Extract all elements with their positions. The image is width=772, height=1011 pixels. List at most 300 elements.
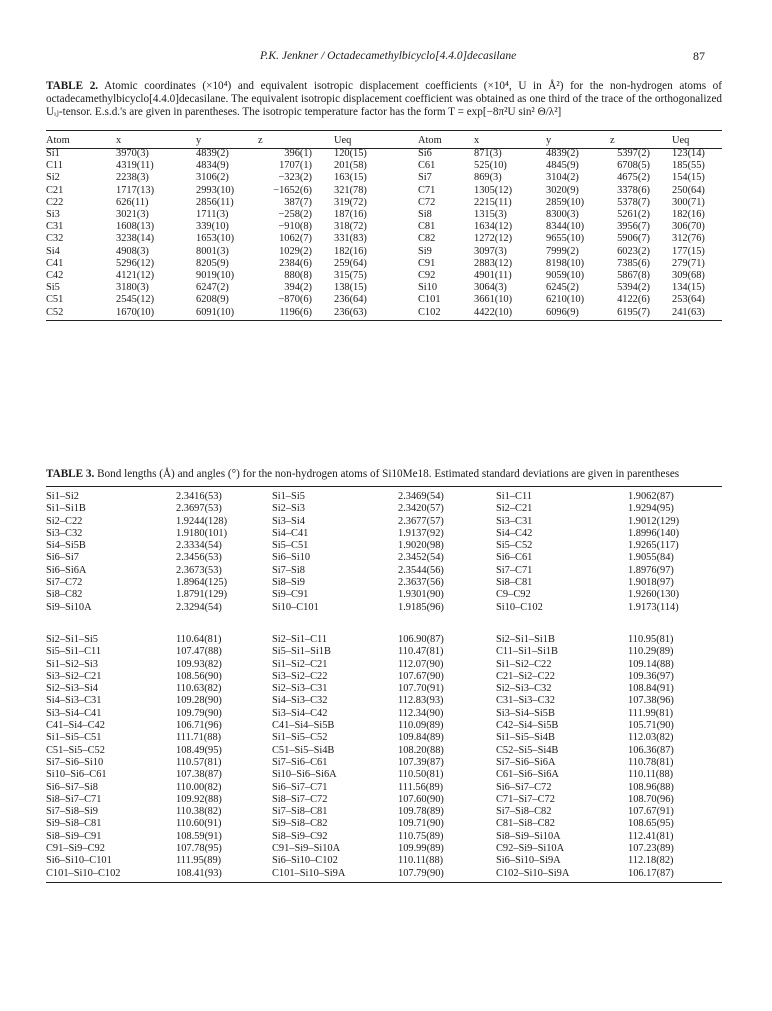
table-row (46, 695, 722, 707)
table-cell: 1670(10) (116, 306, 155, 318)
table-cell: 107.23(89) (628, 843, 674, 855)
table-cell: 109.28(90) (176, 695, 222, 707)
table-cell: 109.99(89) (398, 843, 444, 855)
table-cell: 6208(9) (196, 294, 229, 306)
table-cell: 1.9244(128) (176, 515, 228, 527)
running-head: P.K. Jenkner / Octadecamethylbicyclo[4.4.0]decasilane (260, 50, 517, 62)
table-cell: C51 (46, 294, 64, 306)
table-cell: 525(10) (474, 160, 507, 172)
table3-label: TABLE 3. (46, 468, 95, 480)
table-cell: Si6–Si10–Si9A (496, 855, 561, 867)
table-cell: 109.78(89) (398, 806, 444, 818)
table-row (46, 209, 722, 221)
table-cell: 2.3420(57) (398, 503, 444, 515)
table-cell: 2238(3) (116, 172, 149, 184)
table-row (46, 185, 722, 197)
table-cell: Si1–Si2–C22 (496, 658, 552, 670)
table-row (46, 552, 722, 564)
table2-header-cell: y (196, 135, 202, 146)
table-cell: 1.9018(97) (628, 577, 674, 589)
table-row (46, 757, 722, 769)
table2-header-cell: Atom (46, 135, 70, 146)
table-cell: 111.56(89) (398, 781, 444, 793)
table-cell: 2.3294(54) (176, 601, 222, 613)
table-row (46, 565, 722, 577)
table-cell: 107.38(96) (628, 695, 674, 707)
table-cell: Si2 (46, 172, 60, 184)
table-cell: C81 (418, 221, 436, 233)
table2-header-cell: Ueq (672, 135, 690, 146)
table-row (46, 831, 722, 843)
table-cell: C11–Si1–Si1B (496, 646, 558, 658)
table-row (46, 307, 722, 319)
table-cell: 253(64) (672, 294, 705, 306)
table-cell: 108.65(95) (628, 818, 674, 830)
table-row (46, 720, 722, 732)
table-cell: Si8–Si9–Si10A (496, 830, 561, 842)
table-cell: 6247(2) (196, 282, 229, 294)
table-row (46, 148, 722, 160)
table-cell: 105.71(90) (628, 720, 674, 732)
table-cell: 3661(10) (474, 294, 513, 306)
table-cell: 331(83) (334, 233, 367, 245)
table-cell: 134(15) (672, 282, 705, 294)
table-cell: C71 (418, 184, 436, 196)
table-cell: −910(8) (278, 221, 312, 233)
table-row (46, 246, 722, 258)
table-cell: 3238(14) (116, 233, 155, 245)
table-cell: Si1 (46, 148, 60, 159)
table-cell: 4908(3) (116, 245, 149, 257)
table2-caption (46, 80, 722, 118)
table-cell: Si8–Si7–C71 (46, 793, 102, 805)
table-cell: 112.34(90) (398, 707, 444, 719)
table-cell: 2.3334(54) (176, 540, 222, 552)
table-cell: 1.9185(96) (398, 601, 444, 613)
table-cell: C11 (46, 160, 63, 172)
table-cell: 321(78) (334, 184, 367, 196)
table-cell: 112.41(81) (628, 830, 674, 842)
table-row (46, 540, 722, 552)
table-cell: Si2–Si1–Si1B (496, 634, 555, 645)
table-cell: 4845(9) (546, 160, 579, 172)
table-cell: C91–Si9–C92 (46, 843, 105, 855)
table-cell: C41–Si4–Si5B (272, 720, 335, 732)
table-cell: 109.79(90) (176, 707, 222, 719)
table2-header-cell: x (116, 135, 122, 146)
table-cell: 5906(7) (617, 233, 650, 245)
table-cell: 108.84(91) (628, 683, 674, 695)
table-cell: 309(68) (672, 270, 705, 282)
table-cell: 4901(11) (474, 270, 512, 282)
table-row (46, 294, 722, 306)
table-cell: 5296(12) (116, 257, 155, 269)
table-cell: 2.3544(56) (398, 564, 444, 576)
table-cell: 2859(10) (546, 196, 585, 208)
table-cell: 1717(13) (116, 184, 155, 196)
table-cell: Si8–Si7–C72 (272, 793, 328, 805)
table-cell: 869(3) (474, 172, 502, 184)
table-cell: Si7–Si6–Si10 (46, 756, 104, 768)
table-cell: 5867(8) (617, 270, 650, 282)
table-cell: Si4–Si5B (46, 540, 86, 552)
page-number: 87 (693, 49, 705, 63)
table-cell: Si7 (418, 172, 432, 184)
table-cell: 2856(11) (196, 196, 234, 208)
table-cell: 4839(2) (196, 148, 229, 159)
table-cell: Si2–Si3–Si4 (46, 683, 98, 695)
table-cell: 9059(10) (546, 270, 585, 282)
table-cell: 3956(7) (617, 221, 650, 233)
table-cell: Si1–Si2–C21 (272, 658, 328, 670)
table-cell: C52–Si5–Si4B (496, 744, 559, 756)
table-cell: 2993(10) (196, 184, 235, 196)
table-cell: 5394(2) (617, 282, 650, 294)
table-row (46, 806, 722, 818)
table3-top-rule (46, 486, 722, 487)
table-cell: 108.20(88) (398, 744, 444, 756)
table-cell: C71–Si7–C72 (496, 793, 555, 805)
table-cell: 111.71(88) (176, 732, 222, 744)
table-cell: 120(15) (334, 148, 367, 159)
table-cell: Si9–Si8–C81 (46, 818, 102, 830)
table-cell: Si3 (46, 209, 60, 221)
table-row (46, 708, 722, 720)
table-cell: 182(16) (334, 245, 367, 257)
table-cell: 4121(12) (116, 270, 155, 282)
table-cell: C92–Si9–Si10A (496, 843, 565, 855)
table-cell: C101 (418, 294, 441, 306)
table-cell: Si4 (46, 245, 60, 257)
table-cell: 1.9180(101) (176, 527, 228, 539)
table-cell: Si10 (418, 282, 438, 294)
table-cell: 236(63) (334, 306, 367, 318)
table-cell: C61–Si6–Si6A (496, 769, 559, 781)
table-cell: C42 (46, 270, 64, 282)
table-cell: Si6–Si7–Si8 (46, 781, 98, 793)
table-cell: Si6–Si6A (46, 564, 87, 576)
table-row (46, 160, 722, 172)
table-cell: 1062(7) (279, 233, 312, 245)
table-cell: 109.71(90) (398, 818, 444, 830)
table-cell: 1.9062(87) (628, 491, 674, 502)
table-cell: 106.36(87) (628, 744, 674, 756)
table-cell: 110.09(89) (398, 720, 444, 732)
table-cell: 110.63(82) (176, 683, 222, 695)
table-cell: −870(6) (278, 294, 312, 306)
table-cell: C32 (46, 233, 64, 245)
table-cell: 108.56(90) (176, 670, 222, 682)
table-cell: Si2–Si1–C11 (272, 634, 328, 645)
table-cell: 6091(10) (196, 306, 235, 318)
table-cell: 1.8996(140) (628, 527, 680, 539)
table-cell: Si7–C72 (46, 577, 83, 589)
table-cell: C31–Si3–C32 (496, 695, 555, 707)
table-row (46, 270, 722, 282)
table-row (46, 843, 722, 855)
table-cell: Si2–C21 (496, 503, 533, 515)
table-cell: 7385(6) (617, 257, 650, 269)
table-cell: 107.39(87) (398, 756, 444, 768)
table-cell: 8300(3) (546, 209, 579, 221)
table-cell: Si3–Si4–Si5B (496, 707, 555, 719)
table-cell: Si1–Si5–Si4B (496, 732, 555, 744)
table-cell: 871(3) (474, 148, 502, 159)
table2-header-cell: Atom (418, 135, 442, 146)
table-cell: 318(72) (334, 221, 367, 233)
table2-top-rule (46, 130, 722, 131)
table-row (46, 577, 722, 589)
table-row (46, 602, 722, 614)
table-cell: Si3–C31 (496, 515, 533, 527)
table-cell: 110.38(82) (176, 806, 222, 818)
table-cell: 6195(7) (617, 306, 650, 318)
table-cell: 163(15) (334, 172, 367, 184)
table-row (46, 282, 722, 294)
table-cell: 8001(3) (196, 245, 229, 257)
table-cell: C42–Si4–Si5B (496, 720, 559, 732)
table-cell: 110.95(81) (628, 634, 674, 645)
table-cell: 3104(2) (546, 172, 579, 184)
table-cell: Si1–Si5–C51 (46, 732, 102, 744)
table-cell: 1.8964(125) (176, 577, 228, 589)
table-cell: 4834(9) (196, 160, 229, 172)
table-cell: C61 (418, 160, 436, 172)
table-cell: C41 (46, 257, 64, 269)
table-cell: Si3–Si2–C22 (272, 670, 328, 682)
table-cell: Si9–Si10A (46, 601, 92, 613)
table-cell: Si9–C91 (272, 589, 309, 601)
table-cell: 107.79(90) (398, 867, 444, 879)
table2 (46, 133, 722, 319)
table-cell: 319(72) (334, 196, 367, 208)
table-row (46, 233, 722, 245)
table-cell: Si5–Si1–Si1B (272, 646, 331, 658)
table-cell: Si3–Si4–C42 (272, 707, 328, 719)
table-cell: 1315(3) (474, 209, 507, 221)
table-cell: 6023(2) (617, 245, 650, 257)
table-row (46, 258, 722, 270)
table-cell: 109.92(88) (176, 793, 222, 805)
table-cell: 5397(2) (617, 148, 650, 159)
table-cell: 109.36(97) (628, 670, 674, 682)
table-cell: C51–Si5–Si4B (272, 744, 335, 756)
table-cell: C9–C92 (496, 589, 531, 601)
table-cell: 154(15) (672, 172, 705, 184)
table-cell: 110.11(88) (398, 855, 444, 867)
table-cell: 112.07(90) (398, 658, 444, 670)
table-cell: 1.9020(98) (398, 540, 444, 552)
table-cell: Si4–Si3–C32 (272, 695, 328, 707)
table-cell: 2.3416(53) (176, 491, 222, 502)
table-cell: 111.95(89) (176, 855, 222, 867)
table-cell: 250(64) (672, 184, 705, 196)
table-cell: 1653(10) (196, 233, 235, 245)
table-cell: −258(2) (278, 209, 312, 221)
table-cell: 2.3637(56) (398, 577, 444, 589)
table-cell: Si6–Si7–C72 (496, 781, 552, 793)
table-cell: 3021(3) (116, 209, 149, 221)
table-cell: Si8–C82 (46, 589, 83, 601)
table-cell: 396(1) (284, 148, 312, 159)
table-cell: 112.03(82) (628, 732, 674, 744)
table2-header-row (46, 133, 722, 148)
table-cell: Si3–Si4 (272, 515, 305, 527)
table-cell: C22 (46, 196, 64, 208)
table-cell: Si7–Si8–Si9 (46, 806, 98, 818)
table-cell: Si10–C101 (272, 601, 319, 613)
table-row (46, 732, 722, 744)
table-cell: 108.70(96) (628, 793, 674, 805)
table-cell: 2.3697(53) (176, 503, 222, 515)
table-row (46, 503, 722, 515)
table-cell: C51–Si5–C52 (46, 744, 105, 756)
table-cell: Si2–C22 (46, 515, 83, 527)
table-cell: Si3–C32 (46, 527, 83, 539)
table-row (46, 516, 722, 528)
table-cell: 112.83(93) (398, 695, 444, 707)
table-cell: Si4–C42 (496, 527, 533, 539)
table-cell: 138(15) (334, 282, 367, 294)
table3-bottom-rule (46, 882, 722, 883)
table-cell: Si8 (418, 209, 432, 221)
table-cell: 8198(10) (546, 257, 585, 269)
table-cell: 107.47(88) (176, 646, 222, 658)
table-cell: 110.78(81) (628, 756, 674, 768)
table-row (46, 659, 722, 671)
table-cell: 4122(6) (617, 294, 650, 306)
table-cell: C82 (418, 233, 436, 245)
table-cell: Si10–C102 (496, 601, 543, 613)
table2-header-cell: Ueq (334, 135, 352, 146)
table-cell: 4839(2) (546, 148, 579, 159)
table-cell: 3106(2) (196, 172, 229, 184)
table-cell: −323(2) (278, 172, 312, 184)
table-cell: 236(64) (334, 294, 367, 306)
table-cell: Si1–Si5–C52 (272, 732, 328, 744)
table-cell: Si6–Si10 (272, 552, 311, 564)
table-cell: Si7–Si8 (272, 564, 305, 576)
table-cell: Si8–Si9–C92 (272, 830, 328, 842)
table-cell: 241(63) (672, 306, 705, 318)
table2-body (46, 148, 722, 319)
table-cell: 1305(12) (474, 184, 513, 196)
table-cell: C91–Si9–Si10A (272, 843, 341, 855)
table-cell: 1634(12) (474, 221, 513, 233)
table-row (46, 646, 722, 658)
table-row (46, 172, 722, 184)
table-cell: C102 (418, 306, 441, 318)
table-cell: 110.75(89) (398, 830, 444, 842)
table-cell: 1272(12) (474, 233, 513, 245)
table3-bond-angles (46, 634, 722, 880)
table-cell: Si6–C61 (496, 552, 533, 564)
table-cell: 3378(6) (617, 184, 650, 196)
table3-angles-body (46, 634, 722, 880)
table-cell: 107.78(95) (176, 843, 222, 855)
table-cell: Si1–C11 (496, 491, 532, 502)
table-cell: 106.90(87) (398, 634, 444, 645)
table-cell: Si9–Si8–C82 (272, 818, 328, 830)
table-cell: 1711(3) (196, 209, 229, 221)
table-cell: 107.67(91) (628, 806, 674, 818)
table-cell: 626(11) (116, 196, 149, 208)
table-cell: 300(71) (672, 196, 705, 208)
table-row (46, 197, 722, 209)
table-cell: −1652(6) (273, 184, 312, 196)
table-cell: Si1–Si2–Si3 (46, 658, 98, 670)
table-row (46, 745, 722, 757)
table-cell: 109.93(82) (176, 658, 222, 670)
table-cell: 387(7) (284, 196, 312, 208)
table-cell: 106.17(87) (628, 867, 674, 879)
table-cell: 394(2) (284, 282, 312, 294)
table-cell: 107.70(91) (398, 683, 444, 695)
table-cell: C31 (46, 221, 64, 233)
table-cell: Si2–Si3–C32 (496, 683, 552, 695)
table-cell: 110.00(82) (176, 781, 222, 793)
table-cell: Si6–Si7 (46, 552, 79, 564)
table-cell: Si6 (418, 148, 432, 159)
table-cell: Si1–Si5 (272, 491, 305, 502)
table-cell: Si2–Si3 (272, 503, 305, 515)
table-cell: 1.9294(95) (628, 503, 674, 515)
table-cell: 2.3456(53) (176, 552, 222, 564)
table-cell: Si7–C71 (496, 564, 533, 576)
table-cell: Si3–Si4–C41 (46, 707, 102, 719)
table-cell: 312(76) (672, 233, 705, 245)
table-cell: 2215(11) (474, 196, 512, 208)
table-cell: Si5–Si1–C11 (46, 646, 102, 658)
table-cell: 2883(12) (474, 257, 513, 269)
table-cell: 3064(3) (474, 282, 507, 294)
table-cell: 2.3469(54) (398, 491, 444, 502)
table-cell: C52 (46, 306, 64, 318)
table-row (46, 671, 722, 683)
table-cell: 3020(9) (546, 184, 579, 196)
table-cell: 110.47(81) (398, 646, 444, 658)
table-cell: Si4–C41 (272, 527, 309, 539)
table-cell: 177(15) (672, 245, 705, 257)
table-cell: 2384(6) (279, 257, 312, 269)
table-cell: 4319(11) (116, 160, 154, 172)
table2-header-cell: z (610, 135, 615, 146)
table-cell: 201(58) (334, 160, 367, 172)
table-cell: Si2–Si1–Si5 (46, 634, 98, 645)
table-cell: C92 (418, 270, 436, 282)
table-cell: 3097(3) (474, 245, 507, 257)
table-cell: C101–Si10–Si9A (272, 867, 346, 879)
table-cell: Si7–Si6–C61 (272, 756, 328, 768)
table-cell: C21–Si2–C22 (496, 670, 555, 682)
table3-caption-text: Bond lengths (Å) and angles (°) for the non-hydrogen atoms of Si10Me18. Estimated standard deviations are given in parentheses (97, 468, 680, 480)
table-cell: Si8–C81 (496, 577, 533, 589)
table-cell: 111.99(81) (628, 707, 674, 719)
table-cell: 1707(1) (279, 160, 312, 172)
table-cell: Si9 (418, 245, 432, 257)
table-cell: 259(64) (334, 257, 367, 269)
table-row (46, 589, 722, 601)
table-cell: 339(10) (196, 221, 229, 233)
table-cell: C41–Si4–C42 (46, 720, 105, 732)
table-cell: 108.41(93) (176, 867, 222, 879)
table-cell: 109.14(88) (628, 658, 674, 670)
table2-header-cell: z (258, 135, 263, 146)
table-cell: 110.29(89) (628, 646, 674, 658)
table-cell: 110.50(81) (398, 769, 444, 781)
table-cell: 880(8) (284, 270, 312, 282)
table-cell: 3970(3) (116, 148, 149, 159)
